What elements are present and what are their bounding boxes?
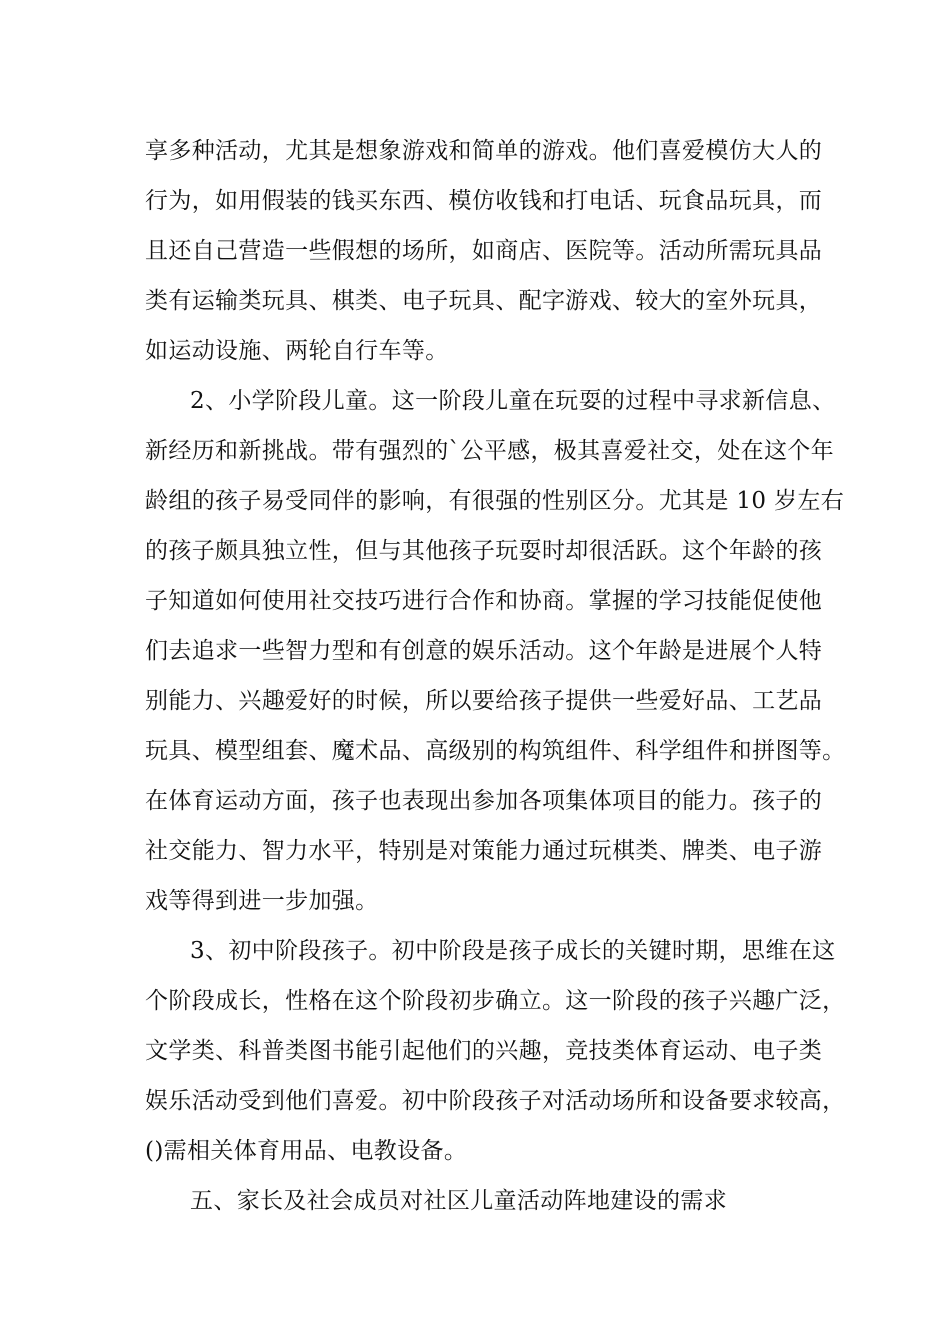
text-line: 子知道如何使用社交技巧进行合作和协商。掌握的学习技能促使他 xyxy=(145,588,823,614)
paragraph-start-line: 2、小学阶段儿童。这一阶段儿童在玩耍的过程中寻求新信息、 xyxy=(190,388,836,414)
text-line: 们去追求一些智力型和有创意的娱乐活动。这个年龄是进展个人特 xyxy=(145,638,823,664)
paragraph-start-line: 3、初中阶段孩子。初中阶段是孩子成长的关键时期，思维在这 xyxy=(190,938,836,964)
text-line: 娱乐活动受到他们喜爱。初中阶段孩子对活动场所和设备要求较高， xyxy=(145,1088,846,1114)
text-line: 文学类、科普类图书能引起他们的兴趣，竞技类体育运动、电子类 xyxy=(145,1038,823,1064)
text-line: 的孩子颇具独立性，但与其他孩子玩耍时却很活跃。这个年龄的孩 xyxy=(145,538,823,564)
text-line: 个阶段成长，性格在这个阶段初步确立。这一阶段的孩子兴趣广泛， xyxy=(145,988,846,1014)
text-line: 龄组的孩子易受同伴的影响，有很强的性别区分。尤其是 10 岁左右 xyxy=(145,488,845,514)
text-line: 戏等得到进一步加强。 xyxy=(145,888,379,914)
text-line: 新经历和新挑战。带有强烈的`公平感，极其喜爱社交，处在这个年 xyxy=(145,438,834,464)
text-line: 玩具、模型组套、魔术品、高级别的构筑组件、科学组件和拼图等。 xyxy=(145,738,846,764)
text-line: 行为，如用假装的钱买东西、模仿收钱和打电话、玩食品玩具，而 xyxy=(145,188,823,214)
text-line: 且还自己营造一些假想的场所，如商店、医院等。活动所需玩具品 xyxy=(145,238,823,264)
text-line: 在体育运动方面，孩子也表现出参加各项集体项目的能力。孩子的 xyxy=(145,788,823,814)
section-heading: 五、家长及社会成员对社区儿童活动阵地建设的需求 xyxy=(190,1188,728,1214)
text-line: 社交能力、智力水平，特别是对策能力通过玩棋类、牌类、电子游 xyxy=(145,838,823,864)
text-line: 别能力、兴趣爱好的时候，所以要给孩子提供一些爱好品、工艺品 xyxy=(145,688,823,714)
text-line: 如运动设施、两轮自行车等。 xyxy=(145,338,449,364)
text-line: ()需相关体育用品、电教设备。 xyxy=(145,1138,468,1164)
text-line: 享多种活动，尤其是想象游戏和简单的游戏。他们喜爱模仿大人的 xyxy=(145,138,823,164)
text-line: 类有运输类玩具、棋类、电子玩具、配字游戏、较大的室外玩具， xyxy=(145,288,823,314)
